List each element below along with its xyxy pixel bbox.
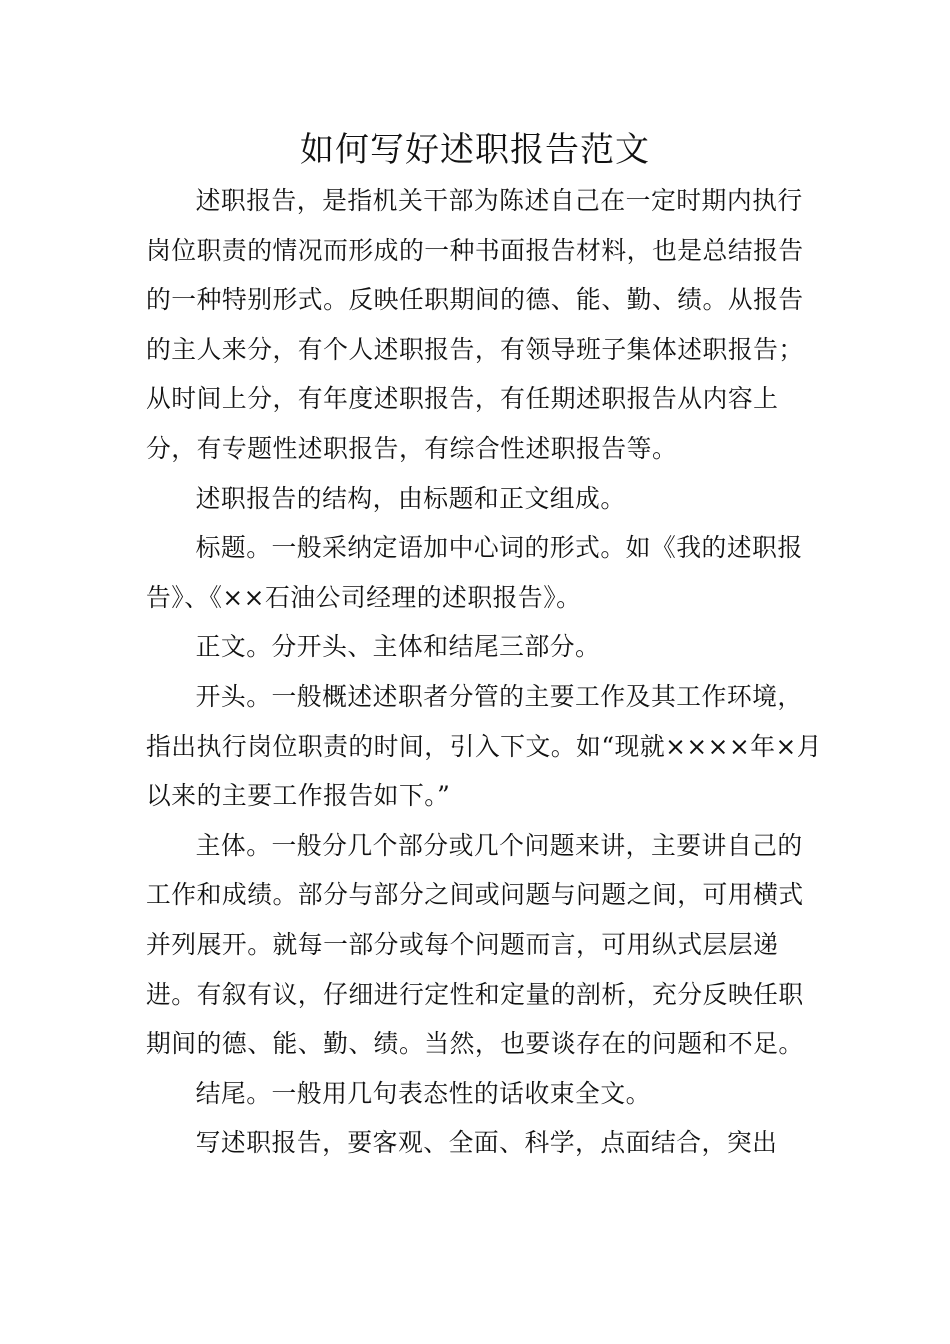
document-body — [146, 176, 826, 1168]
paragraph-ending: 结尾。一般用几句表态性的话收束全文。 — [195, 1078, 651, 1108]
paragraph-writing-tips: 写述职报告，要客观、全面、科学，点面结合，突出 — [195, 1128, 778, 1158]
paragraph-main: 主体。一般分几个部分或几个问题来讲，主要讲自己的工作和成绩。部分与部分之间或问题与问题之间，可用横式并列展开。就每一部分或每个问题而言，可用纵式层层递进。有叙有议，仔细进行定性和定量的剖析，充分反映任职期间的德、能、勤、绩。当然，也要谈存在的问题和不足。 — [146, 830, 804, 1059]
paragraph-opening: 开头。一般概述述职者分管的主要工作及其工作环境，指出执行岗位职责的时间，引入下文。如“现就××××年×月以来的主要工作报告如下。” — [146, 681, 823, 811]
paragraph-title: 标题。一般采纳定语加中心词的形式。如《我的述职报告》、《××石油公司经理的述职报告》。 — [146, 533, 803, 612]
document-title: 如何写好述职报告范文 — [300, 130, 650, 170]
paragraph-body-intro: 正文。分开头、主体和结尾三部分。 — [195, 632, 601, 662]
paragraph-definition: 述职报告，是指机关干部为陈述自己在一定时期内执行岗位职责的情况而形成的一种书面报告材料，也是总结报告的一种特别形式。反映任职期间的德、能、勤、绩。从报告的主人来分，有个人述职报告，有领导班子集体述职报告；从时间上分，有年度述职报告，有任期述职报告从内容上分，有专题性述职报告，有综合性述职报告等。 — [146, 186, 804, 463]
paragraph-structure: 述职报告的结构，由标题和正文组成。 — [195, 483, 626, 513]
